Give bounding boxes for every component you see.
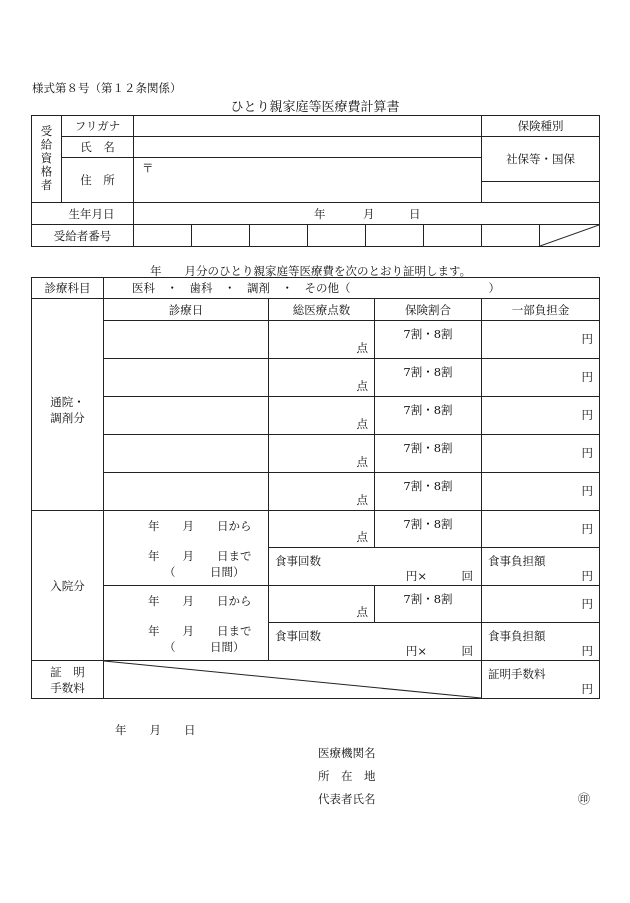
ratio-field[interactable]: 7割・8割: [375, 511, 482, 548]
copay-field[interactable]: 円: [482, 473, 600, 511]
dept-options[interactable]: 医科 ・ 歯科 ・ 調剤 ・ その他（ ）: [104, 278, 600, 299]
birthdate-field[interactable]: [134, 203, 600, 225]
furigana-field[interactable]: [134, 116, 482, 137]
date-field[interactable]: [104, 473, 269, 511]
table-row: [32, 359, 600, 397]
points-field[interactable]: 点: [269, 397, 375, 435]
copay-field[interactable]: 円: [482, 511, 600, 548]
insurance-extra-field[interactable]: [482, 182, 600, 203]
insurance-type-label: 保険種別: [482, 116, 600, 137]
copay-field[interactable]: 円: [482, 435, 600, 473]
date-field[interactable]: [104, 435, 269, 473]
table-row: [32, 321, 600, 359]
representative-label: 代表者氏名: [318, 792, 376, 806]
inpatient-period-1[interactable]: 年 月 日から 年 月 日まで （ 日間）: [104, 511, 269, 586]
meal-count-field[interactable]: 食事回数 円× 回: [269, 623, 482, 661]
meal-burden-field[interactable]: 食事負担額 円: [482, 623, 600, 661]
ratio-field[interactable]: 7割・8割: [375, 321, 482, 359]
furigana-label: フリガナ: [62, 116, 134, 137]
outpatient-label: 通院・ 調剤分: [32, 299, 104, 511]
table-row: [32, 435, 600, 473]
form-number: 様式第８号（第１２条関係）: [32, 81, 182, 95]
address-label: 住 所: [62, 158, 134, 203]
inpatient-period-2[interactable]: 年 月 日から 年 月 日まで （ 日間）: [104, 586, 269, 661]
certify-sentence: 年 月分のひとり親家庭等医療費を次のとおり証明します。: [150, 264, 472, 278]
copay-field[interactable]: 円: [482, 397, 600, 435]
header-points: 総医療点数: [269, 299, 375, 321]
ratio-field[interactable]: 7割・8割: [375, 435, 482, 473]
points-field[interactable]: 点: [269, 435, 375, 473]
fee-amount-field[interactable]: 証明手数料 円: [482, 661, 600, 699]
name-label: 氏 名: [62, 137, 134, 158]
id-digit-slash: [540, 225, 600, 247]
name-field[interactable]: [134, 137, 482, 158]
recipient-table: [31, 115, 600, 247]
id-digit-5[interactable]: [366, 225, 424, 247]
fee-slash-area: [104, 661, 482, 699]
birth-month-unit: 月: [363, 207, 375, 221]
ratio-field[interactable]: 7割・8割: [375, 473, 482, 511]
slash-line: [540, 225, 599, 246]
points-field[interactable]: 点: [269, 321, 375, 359]
fee-label: 証 明 手数料: [32, 661, 104, 699]
institution-label: 医療機関名: [318, 746, 376, 760]
header-ratio: 保険割合: [375, 299, 482, 321]
inpatient-label: 入院分: [32, 511, 104, 661]
header-copay: 一部負担金: [482, 299, 600, 321]
seal-icon: ㊞: [578, 792, 591, 806]
ratio-field[interactable]: 7割・8割: [375, 586, 482, 623]
points-field[interactable]: 点: [269, 359, 375, 397]
id-digit-6[interactable]: [424, 225, 482, 247]
birth-year-unit: 年: [314, 207, 326, 221]
recipient-group-label: 受給資格者: [32, 116, 62, 203]
date-field[interactable]: [104, 359, 269, 397]
meal-count-field[interactable]: 食事回数 円× 回: [269, 548, 482, 586]
date-field[interactable]: [104, 397, 269, 435]
meal-burden-field[interactable]: 食事負担額 円: [482, 548, 600, 586]
points-field[interactable]: 点: [269, 473, 375, 511]
copay-field[interactable]: 円: [482, 321, 600, 359]
table-row: [32, 397, 600, 435]
copay-field[interactable]: 円: [482, 359, 600, 397]
table-row: [32, 473, 600, 511]
ratio-field[interactable]: 7割・8割: [375, 359, 482, 397]
billing-table: [31, 277, 600, 699]
header-date: 診療日: [104, 299, 269, 321]
id-digit-3[interactable]: [250, 225, 308, 247]
date-field[interactable]: [104, 321, 269, 359]
postal-mark: 〒: [142, 161, 154, 175]
points-field[interactable]: 点: [269, 511, 375, 548]
id-digit-2[interactable]: [192, 225, 250, 247]
dept-label: 診療科目: [32, 278, 104, 299]
id-digit-1[interactable]: [134, 225, 192, 247]
id-number-label: 受給者番号: [32, 225, 134, 247]
copay-field[interactable]: 円: [482, 586, 600, 623]
footer-date[interactable]: 年 月 日: [115, 723, 196, 737]
ratio-field[interactable]: 7割・8割: [375, 397, 482, 435]
form-title: ひとり親家庭等医療費計算書: [230, 100, 400, 115]
insurance-type-value[interactable]: 社保等・国保: [482, 137, 600, 182]
id-digit-7[interactable]: [482, 225, 540, 247]
birth-day-unit: 日: [409, 207, 421, 221]
id-digit-4[interactable]: [308, 225, 366, 247]
fee-slash-line: [104, 661, 481, 698]
address-field[interactable]: [134, 158, 482, 203]
birthdate-label: 生年月日: [32, 203, 134, 225]
location-label: 所 在 地: [318, 769, 376, 783]
points-field[interactable]: 点: [269, 586, 375, 623]
